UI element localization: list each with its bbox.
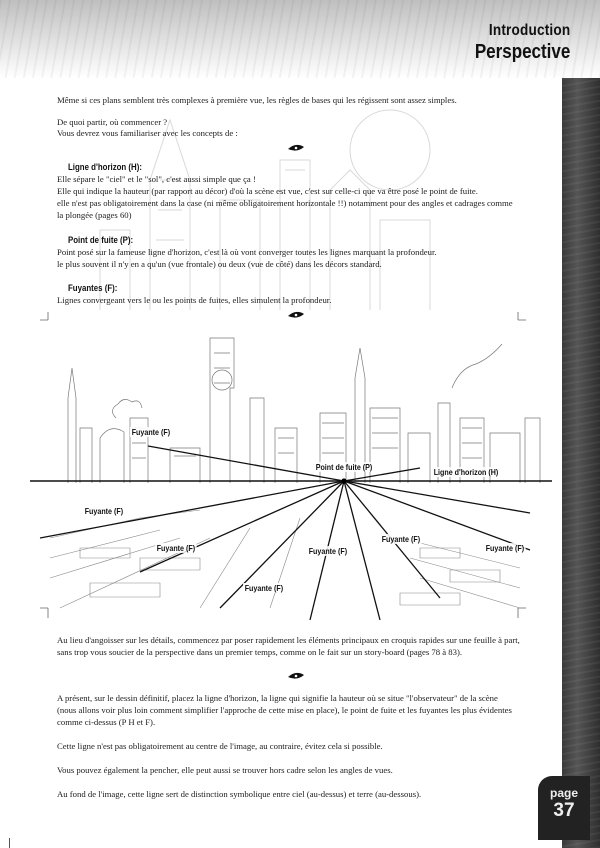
crop-mark [9,838,10,848]
label-vanishing-point: Point de fuite (P) [315,462,373,472]
intro-concepts: Vous devrez vous familiariser avec les concepts de : [57,128,238,138]
horizon-line-3: elle n'est pas obligatoirement dans la case (ni même obligatoirement horizontale !!) notamment pour des angles et cadrages comme [57,198,513,208]
horizon-line-1: Elle sépare le "ciel" et le "sol", c'est aussi simple que ça ! [57,174,256,184]
outro-p1-line-1: Au lieu d'angoisser sur les détails, commencez par poser rapidement les éléments principaux en croquis rapides sur une feuille à part, [57,635,520,645]
page-number-tab [538,776,590,840]
horizon-line-2: Elle qui indique la hauteur (par rapport au décor) d'où la scène est vue, c'est sur celle-ci que va être posé le point de fuite. [57,186,478,196]
outro-p1-line-2: sans trop vous soucier de la perspective dans un premier temps, comme on le fait sur un story-board (pages 78 à 83). [57,647,463,657]
label-horizon: Ligne d'horizon (H) [433,467,499,477]
label-fuyante-right: Fuyante (F) [485,543,525,553]
side-band [562,78,600,848]
outro-p5: Au fond de l'image, cette ligne sert de distinction symbolique entre ciel (au-dessus) et terre (au-dessous). [57,789,422,799]
outro-p2-line-1: A présent, sur le dessin définitif, placez la ligne d'horizon, la ligne qui signifie la hauteur où se situe "l'observateur" de la scène [57,693,498,703]
stylized-eye-ornament-icon [287,671,305,681]
label-fuyante-bottom: Fuyante (F) [244,583,284,593]
intro-paragraph: Même si ces plans semblent très complexes à première vue, les règles de bases qui les régissent sont assez simples. [57,95,457,105]
vanishing-point-marker [341,478,346,483]
perspective-illustration [20,308,560,626]
page-title: Perspective [474,41,570,63]
horizon-line-4: la plongée (pages 60) [57,210,132,220]
vp-line-2: le plus souvent il n'y en a qu'un (vue frontale) ou deux (vue de côté) dans les décors standard. [57,259,382,269]
page-label: page [549,786,578,800]
page-number: 37 [553,800,575,821]
label-fuyante-left: Fuyante (F) [84,506,124,516]
heading-horizon: Ligne d'horizon (H): [68,162,142,173]
page-header [458,22,570,64]
label-fuyante-top: Fuyante (F) [131,427,171,437]
label-fuyante-center: Fuyante (F) [308,546,348,556]
label-fuyante-midright: Fuyante (F) [381,534,421,544]
vp-line-1: Point posé sur la fameuse ligne d'horizon, c'est là où vont converger toutes les lignes marquant la profondeur. [57,247,437,257]
outro-p4: Vous pouvez également la pencher, elle peut aussi se trouver hors cadre selon les angles de vues. [57,765,393,775]
section-title: Introduction [488,22,570,39]
heading-vanishing-point: Point de fuite (P): [68,235,134,246]
label-fuyante-midleft: Fuyante (F) [156,543,196,553]
stylized-eye-ornament-icon [287,143,305,153]
intro-question: De quoi partir, où commencer ? [57,117,168,127]
outro-p2-line-2: (nous allons voir plus loin comment simplifier l'approche de cette mise en place), le point de fuite et les fuyantes les plus évidentes [57,705,512,715]
heading-fuyantes: Fuyantes (F): [68,283,118,294]
outro-p3: Cette ligne n'est pas obligatoirement au centre de l'image, au contraire, évitez cela si possible. [57,741,383,751]
fuyantes-line-1: Lignes convergeant vers le ou les points de fuites, elles simulent la profondeur. [57,295,332,305]
outro-p2-line-3: comme ci-dessus (P H et F). [57,717,156,727]
